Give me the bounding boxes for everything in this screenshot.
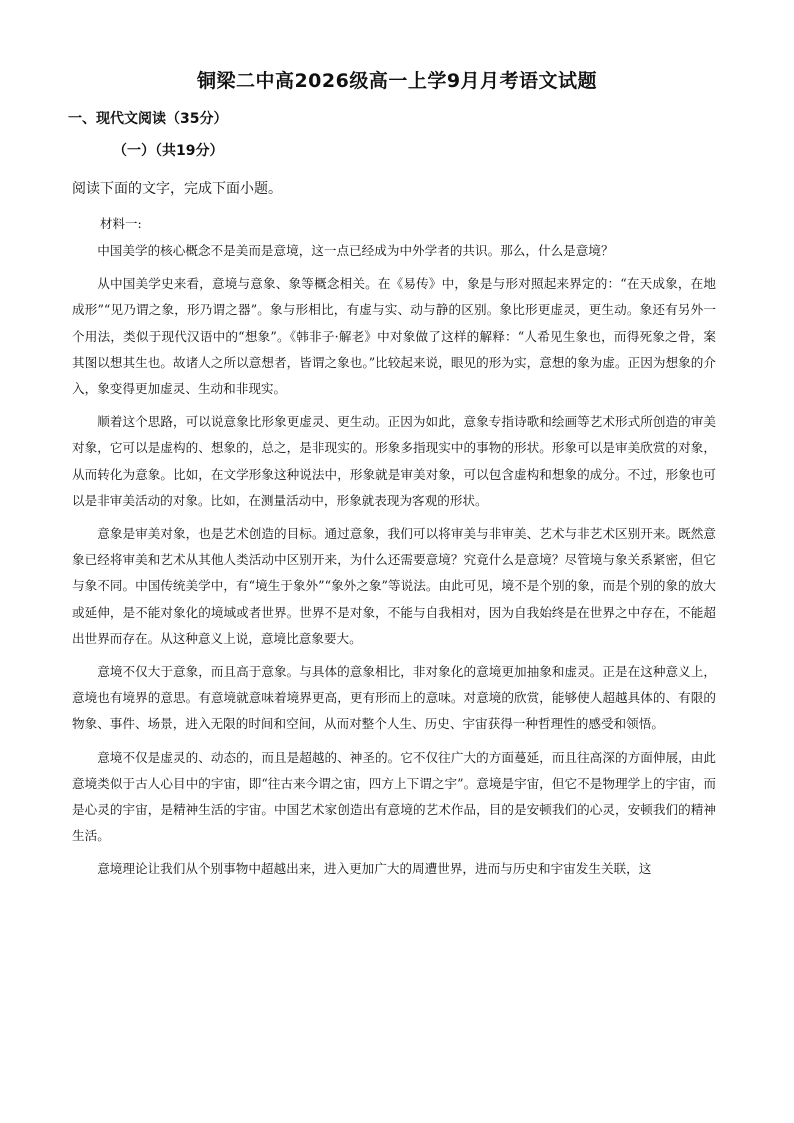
exam-title: 铜梁二中高2026级高一上学9月月考语文试题 [196, 70, 598, 92]
paragraph: 意象是审美对象，也是艺术创造的目标。通过意象，我们可以将审美与非审美、艺术与非艺术区别开来。既然意象已经将审美和艺术从其他人类活动中区别开来，为什么还需要意境？究竟什么是意境？尽管境与象关系紧密，但它与象不同。中国传统美学中，有“境生于象外”“象外之象”等说法。由此可见，境不是个别的象，而是个别的象的放大或延伸，是不能对象化的境域或者世界。世界不是对象，不能与自我相对，因为自我始终是在世界之中存在，不能超出世界而存在。从这种意义上说，意境比意象要大。 [72, 526, 716, 646]
paragraph: 意境理论让我们从个别事物中超越出来，进入更加广大的周遭世界，进而与历史和宇宙发生关联，这 [97, 861, 652, 877]
paragraph: 中国美学的核心概念不是美而是意境，这一点已经成为中外学者的共识。那么，什么是意境？ [97, 243, 614, 258]
paragraph: 顺着这个思路，可以说意象比形象更虚灵、更生动。正因为如此，意象专指诗歌和绘画等艺术形式所创造的审美对象，它可以是虚构的、想象的，总之，是非现实的。形象多指现实中的事物的形状。形象可以是审美欣赏的对象，从而转化为意象。比如，在文学形象这种说法中，形象就是审美对象，可以包含虚构和想象的成分。不过，形象也可以是非审美活动的对象。比如，在测量活动中，形象就表现为客观的形状。 [72, 414, 716, 508]
subsection-heading: （一）（共19分） [113, 143, 224, 159]
passage-body [72, 238, 716, 890]
reading-instruction: 阅读下面的文字，完成下面小题。 [72, 181, 282, 197]
material-label: 材料一: [100, 216, 142, 231]
paragraph: 意境不仅是虚灵的、动态的，而且是超越的、神圣的。它不仅往广大的方面蔓延，而且往高深的方面伸展，由此意境类似于古人心目中的宇宙，即“往古来今谓之宙，四方上下谓之宇”。意境是宇宙，但它不是物理学上的宇宙，而是心灵的宇宙，是精神生活的宇宙。中国艺术家创造出有意境的艺术作品，目的是安顿我们的心灵，安顿我们的精神生活。 [72, 749, 716, 844]
paragraph: 从中国美学史来看，意境与意象、象等概念相关。在《易传》中，象是与形对照起来界定的：“在天成象，在地成形”“见乃谓之象，形乃谓之器”。象与形相比，有虚与实、动与静的区别。象比形更虚灵，更生动。象还有另外一个用法，类似于现代汉语中的“想象”。《韩非子·解老》中对象做了这样的解释：“人希见生象也，而得死象之骨，案其图以想其生也。故诸人之所以意想者，皆谓之象也。”比较起来说，眼见的形为实，意想的象为虚。正因为想象的介入，象变得更加虚灵、生动和非现实。 [72, 276, 716, 397]
paragraph: 意境不仅大于意象，而且高于意象。与具体的意象相比，非对象化的意境更加抽象和虚灵。正是在这种意义上，意境也有境界的意思。有意境就意味着境界更高，更有形而上的意味。对意境的欣赏，能够使人超越具体的、有限的物象、事件、场景，进入无限的时间和空间，从而对整个人生、历史、宇宙获得一种哲理性的感受和领悟。 [72, 664, 716, 732]
section-heading: 一、现代文阅读（35分） [68, 111, 228, 127]
